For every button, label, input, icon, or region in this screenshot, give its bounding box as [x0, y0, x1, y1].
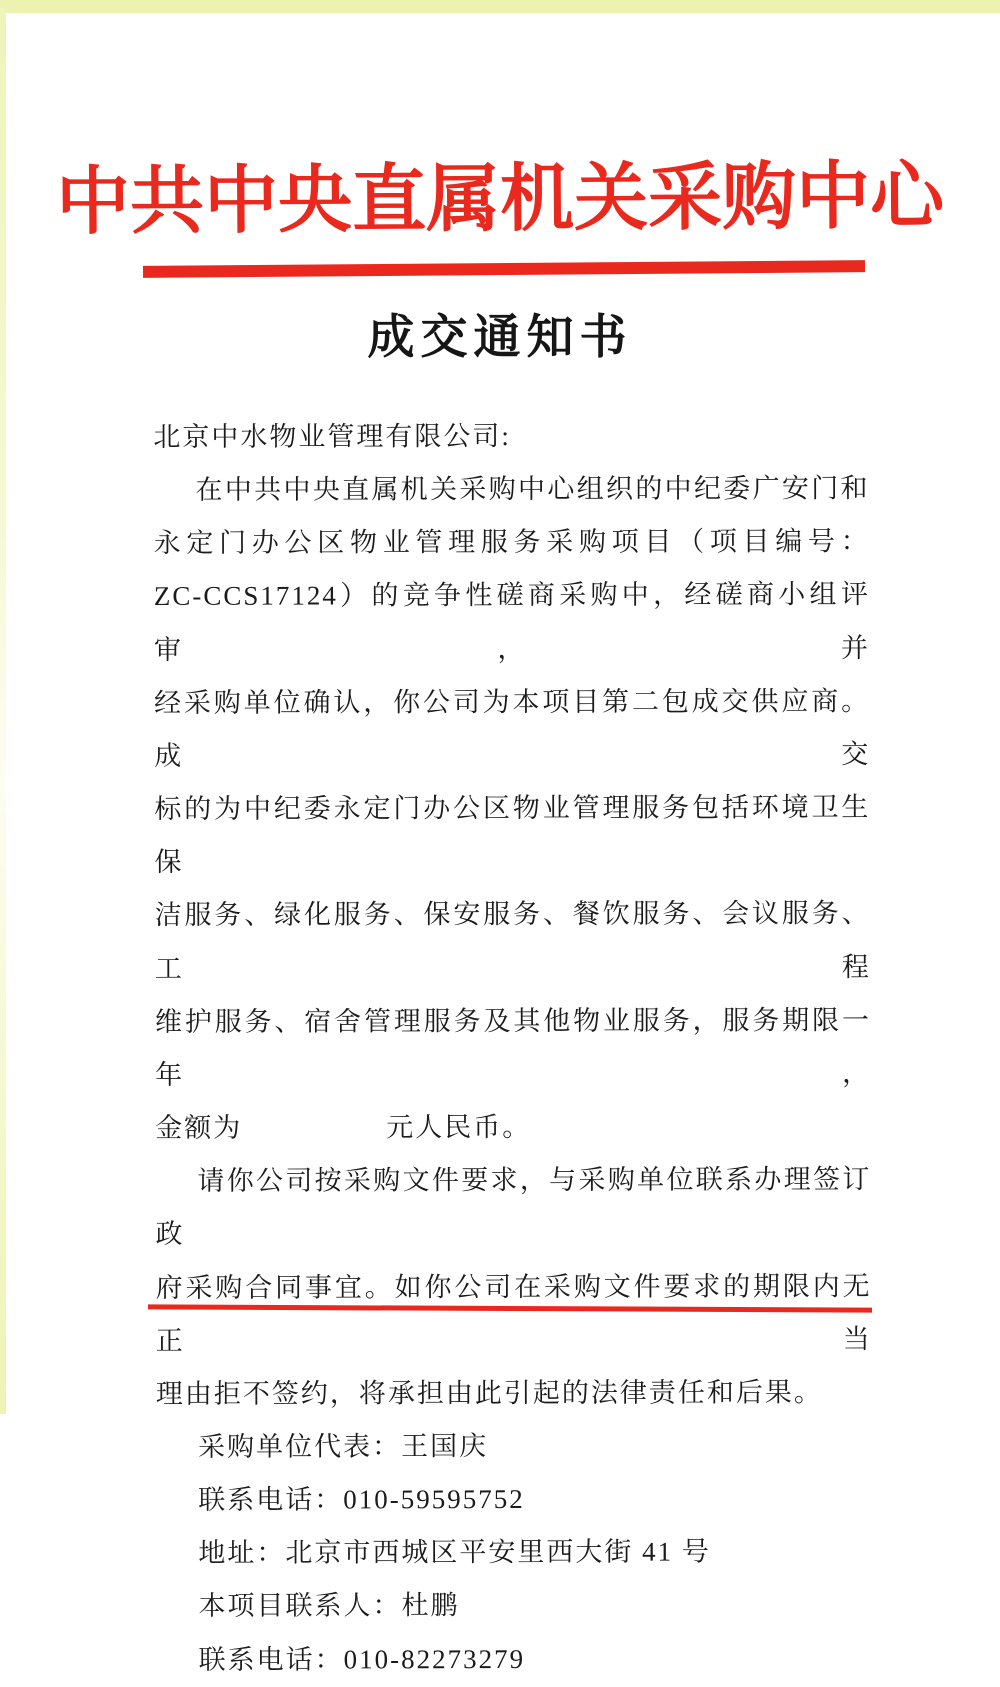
contact-row	[156, 1578, 872, 1633]
contact-row	[156, 1472, 872, 1527]
amount-line	[155, 1100, 871, 1155]
body-line: 维护服务、宿舍管理服务及其他物业服务，服务期限一年，	[154, 1004, 872, 1090]
amount-label: 金额为	[155, 1112, 243, 1143]
contact-value: 010-59595752	[343, 1484, 525, 1515]
contact-row	[156, 1525, 872, 1580]
body-line: 洁服务、绿化服务、保安服务、餐饮服务、会议服务、工程	[154, 898, 871, 984]
recipient-line: 北京中水物业管理有限公司:	[153, 421, 511, 452]
body-line: 请你公司按采购文件要求，与采购单位联系办理签订政	[155, 1164, 872, 1250]
body-line: 标的为中纪委永定门办公区物业管理服务包括环境卫生保	[154, 792, 871, 878]
contact-label: 本项目联系人：	[198, 1590, 402, 1622]
contact-label: 联系电话：	[198, 1484, 344, 1515]
org-header-title: 中共中央直属机关采购中心	[55, 155, 945, 245]
body-line: 经采购单位确认，你公司为本项目第二包成交供应商。成交	[154, 685, 871, 771]
contact-value: 王国庆	[401, 1431, 489, 1462]
amount-unit: 元人民币。	[386, 1111, 532, 1143]
body-line: 在中共中央直属机关采购中心组织的中纪委广安门和	[195, 473, 870, 505]
body-line: ZC-CCS17124）的竞争性磋商采购中，经磋商小组评审，并	[153, 579, 870, 665]
body-line: 府采购合同事宜。如你公司在采购文件要求的期限内无正当	[155, 1270, 872, 1356]
contact-value: 北京市西城区平安里西大街 41 号	[285, 1536, 711, 1568]
letter-body	[153, 409, 872, 1687]
contact-row	[156, 1419, 872, 1474]
body-line: 理由拒不签约，将承担由此引起的法律责任和后果。	[155, 1377, 823, 1409]
scan-edge-top	[0, 0, 1000, 13]
document-title: 成交通知书	[367, 312, 633, 364]
contact-value: 010-82273279	[343, 1643, 526, 1675]
header-rule	[143, 260, 865, 278]
amount-blank-field	[242, 1135, 386, 1136]
contact-value: 杜鹏	[401, 1590, 460, 1621]
contact-label: 联系电话：	[198, 1644, 344, 1675]
contact-label: 地址：	[198, 1537, 286, 1569]
contact-label: 采购单位代表：	[198, 1431, 402, 1462]
body-line: 永定门办公区物业管理服务采购项目（项目编号：	[153, 526, 870, 559]
contact-row	[157, 1632, 873, 1687]
